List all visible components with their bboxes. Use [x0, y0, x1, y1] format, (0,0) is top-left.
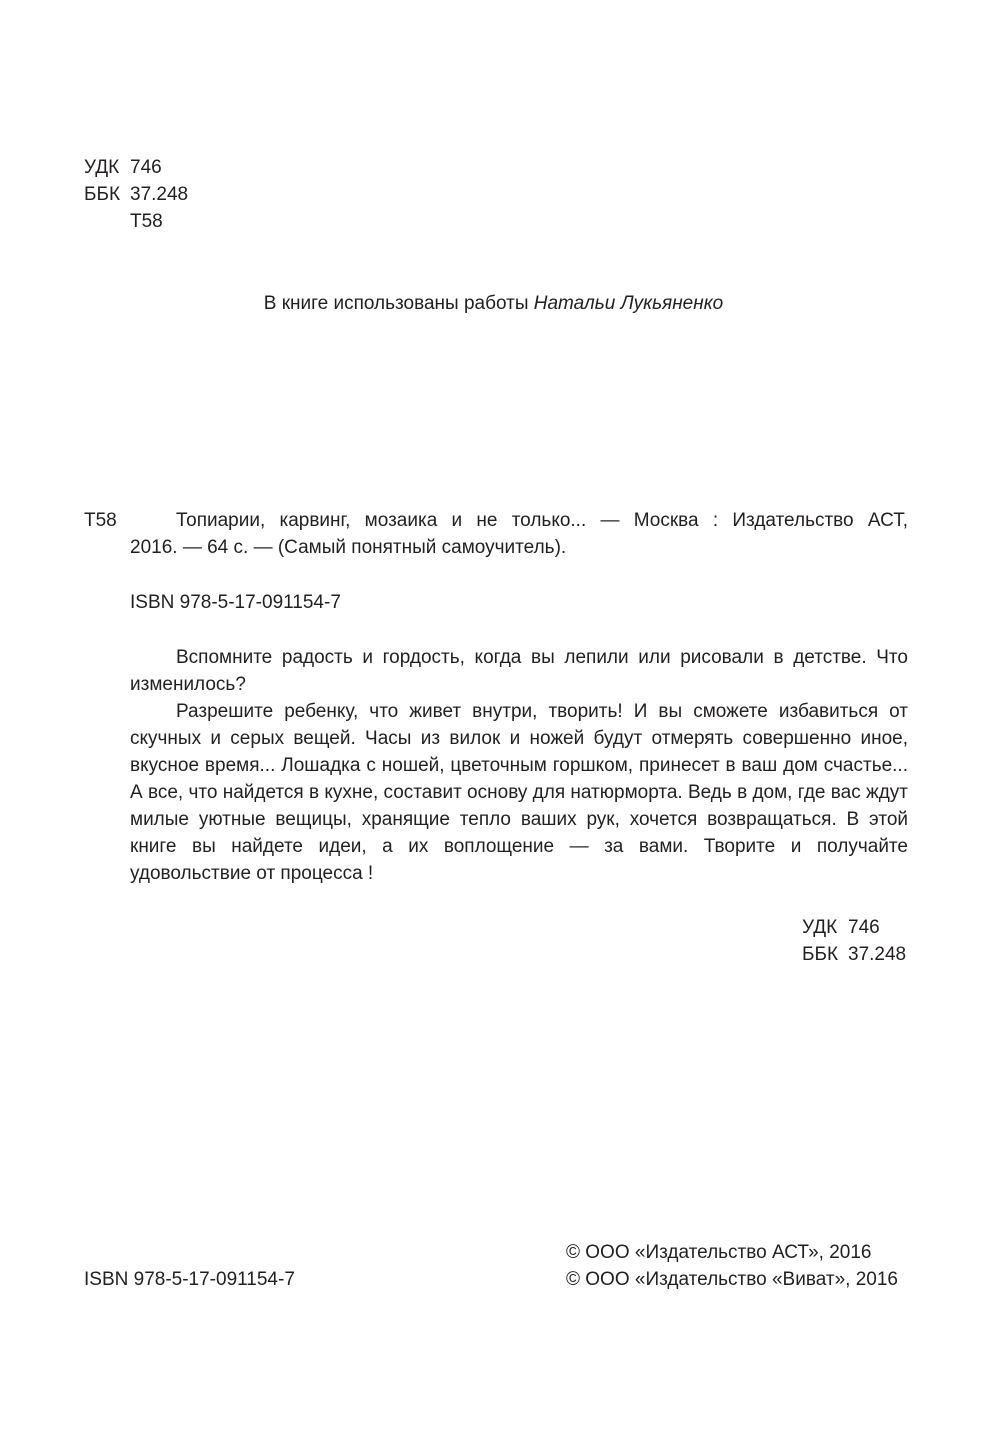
credit-author: Натальи Лукьяненко	[533, 293, 724, 314]
isbn-bottom: ISBN 978-5-17-091154-7	[84, 1269, 295, 1290]
bibliographic-record	[130, 507, 908, 561]
bbk-value-right: 37.248	[848, 944, 907, 965]
bibliographic-author-mark: Т58	[84, 510, 117, 531]
isbn-top: ISBN 978-5-17-091154-7	[130, 592, 341, 613]
bbk-row-right	[802, 941, 906, 968]
abstract-paragraph-1: Вспомните радость и гордость, когда вы лепили или рисовали в детстве. Что изменилось?	[130, 647, 908, 695]
author-mark-row	[84, 208, 188, 235]
abstract-paragraph-2: Разрешите ребенку, что живет внутри, творить! И вы сможете избавиться от скучных и серых вещей. Часы из вилок и ножей будут отмерять совершенно иное, вкусное время... Лошадка с ношей, цветочным горшком, принесет в ваш дом счастье... А все, что найдется в кухне, составит основу для натюрморта. Ведь в дом, где вас ждут милые уютные вещицы, хранящие тепло ваших рук, хочется возвращаться. В этой книге вы найдете идеи, а их воплощение — за вами. Творите и получайте удовольствие от процесса !	[130, 701, 908, 884]
bbk-label-right: ББК	[802, 944, 839, 965]
copyright-block	[566, 1239, 898, 1293]
udk-label-right: УДК	[802, 917, 838, 938]
abstract	[130, 644, 908, 887]
udk-value-right: 746	[848, 917, 880, 938]
bbk-label: ББК	[84, 184, 121, 205]
bibliographic-line-2: 2016. — 64 с. — (Самый понятный самоучитель).	[130, 537, 567, 558]
udk-label: УДК	[84, 157, 120, 178]
bbk-row	[84, 181, 188, 208]
classification-codes-right	[802, 914, 906, 968]
credit-line	[0, 290, 987, 317]
bibliographic-line-1: Топиарии, карвинг, мозаика и не только... — Москва : Издательство АСТ,	[176, 510, 908, 531]
copyright-line-1: © ООО «Издательство АСТ», 2016	[566, 1242, 872, 1263]
copyright-line-2: © ООО «Издательство «Виват», 2016	[566, 1269, 898, 1290]
udk-row	[84, 154, 188, 181]
author-mark: Т58	[130, 211, 163, 232]
udk-row-right	[802, 914, 906, 941]
classification-codes-top	[84, 154, 188, 235]
udk-value: 746	[130, 157, 162, 178]
credit-prefix: В книге использованы работы	[263, 293, 534, 314]
bbk-value: 37.248	[130, 184, 189, 205]
